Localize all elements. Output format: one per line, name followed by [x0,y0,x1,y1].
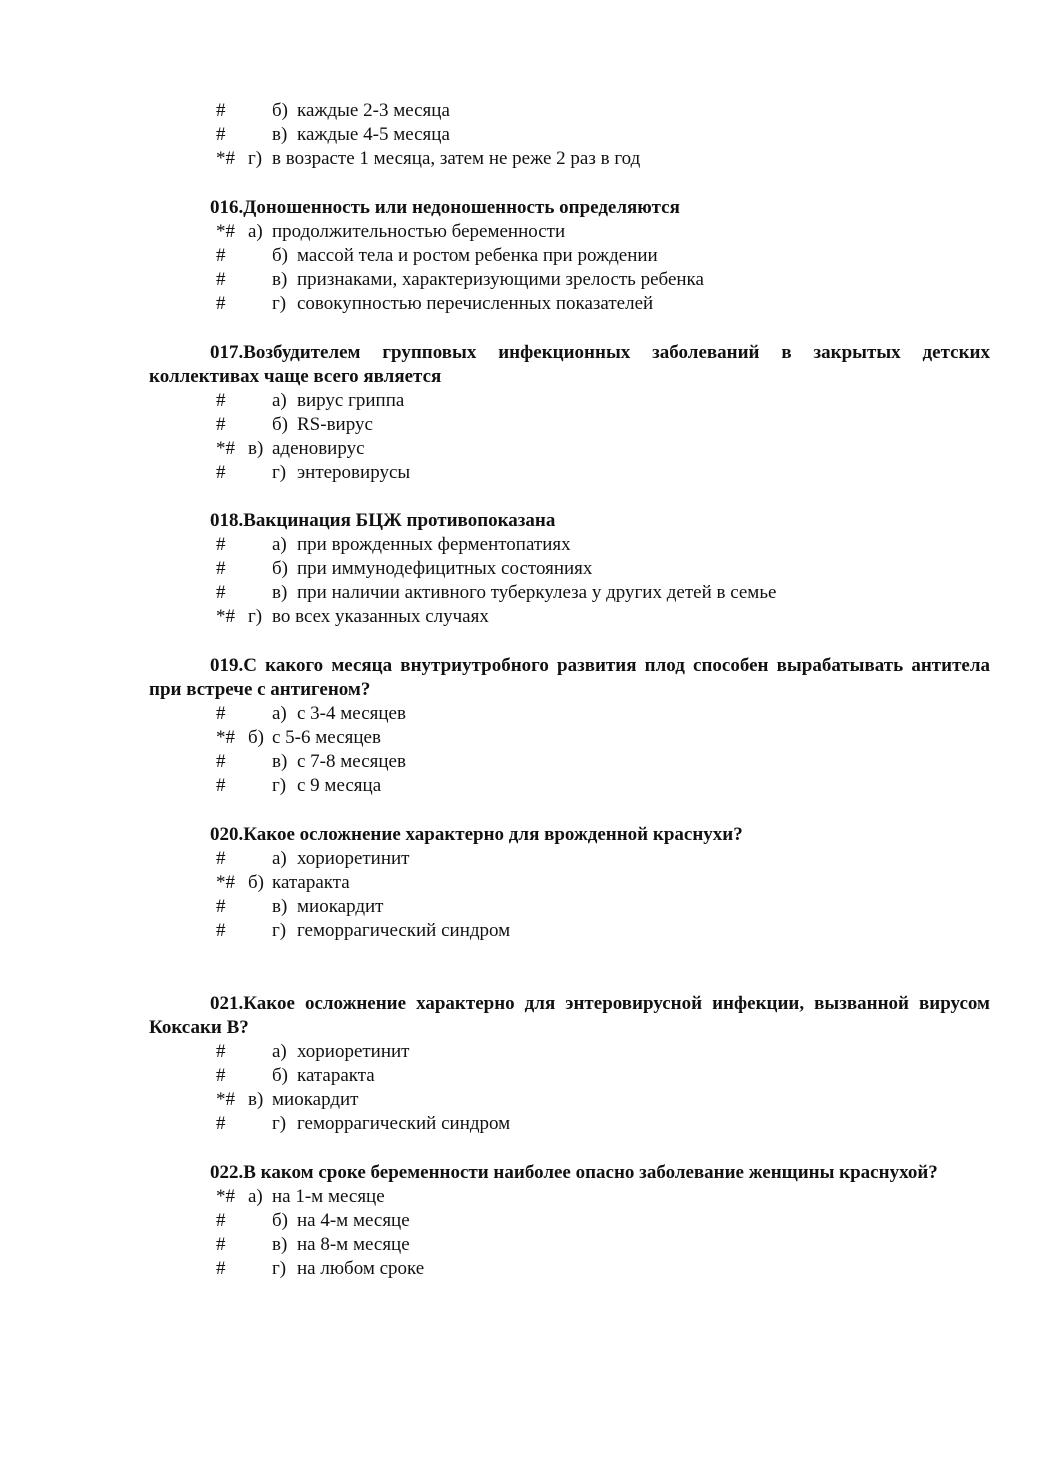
option-text: в возрасте 1 месяца, затем не реже 2 раз в год [272,148,641,169]
option-text: с 3-4 месяцев [297,703,406,724]
option-text: геморрагический синдром [297,1113,511,1134]
option-row [0,99,1039,123]
option-letter: в) [272,1234,288,1255]
option-letter: в) [248,438,264,459]
option-letter: б) [272,414,288,435]
option-text: при врожденных ферментопатиях [297,534,571,555]
option-letter: б) [248,872,264,893]
option-mark: # [216,1210,226,1231]
option-text: RS-вирус [297,414,373,435]
option-mark: *# [216,872,235,893]
option-letter: а) [248,221,263,242]
option-row [0,123,1039,147]
option-mark: # [216,1065,226,1086]
option-row-correct [0,147,1039,171]
option-letter: б) [272,1065,288,1086]
option-mark: *# [216,1186,235,1207]
question-022 [0,1161,1039,1281]
option-row [0,702,1039,726]
option-letter: а) [272,703,287,724]
option-text: на 8-м месяце [297,1234,410,1255]
option-row [0,244,1039,268]
option-row [0,847,1039,871]
option-text: катаракта [297,1065,375,1086]
option-text: признаками, характеризующими зрелость ребенка [297,269,704,290]
continued-options [0,99,1039,171]
option-mark: # [216,920,226,941]
option-letter: а) [248,1186,263,1207]
option-text: геморрагический синдром [297,920,511,941]
option-mark: # [216,124,226,145]
option-mark: *# [216,606,235,627]
option-letter: г) [272,920,287,941]
option-text: миокардит [297,896,384,917]
question-017 [0,341,1039,485]
option-letter: в) [272,582,288,603]
option-mark: # [216,558,226,579]
option-row [0,1040,1039,1064]
option-row [0,919,1039,943]
option-letter: в) [248,1089,264,1110]
option-row [0,895,1039,919]
option-mark: # [216,269,226,290]
question-018 [0,509,1039,629]
option-letter: г) [272,1258,287,1279]
question-title: 020.Какое осложнение характерно для врожденной краснухи? [210,824,743,845]
option-mark: *# [216,1089,235,1110]
option-mark: # [216,462,226,483]
option-letter: г) [272,775,287,796]
question-title: 018.Вакцинация БЦЖ противопоказана [210,510,556,531]
option-mark: # [216,1041,226,1062]
option-mark: # [216,293,226,314]
option-mark: # [216,582,226,603]
option-row-correct [0,871,1039,895]
option-letter: а) [272,390,287,411]
option-letter: а) [272,848,287,869]
option-mark: # [216,245,226,266]
question-019 [0,654,1039,798]
question-title: 016.Доношенность или недоношенность определяются [210,197,680,218]
option-text: хориоретинит [297,1041,410,1062]
option-letter: в) [272,269,288,290]
option-letter: а) [272,1041,287,1062]
option-text: миокардит [272,1089,359,1110]
option-text: катаракта [272,872,350,893]
option-row [0,533,1039,557]
option-mark: *# [216,221,235,242]
option-text: на любом сроке [297,1258,425,1279]
option-letter: а) [272,534,287,555]
option-row [0,1233,1039,1257]
option-mark: # [216,390,226,411]
option-letter: г) [272,462,287,483]
option-text: с 7-8 месяцев [297,751,406,772]
option-letter: б) [248,727,264,748]
option-text: при иммунодефицитных состояниях [297,558,593,579]
option-mark: # [216,896,226,917]
option-letter: в) [272,751,288,772]
option-row [0,1112,1039,1136]
option-mark: # [216,414,226,435]
option-row-correct [0,605,1039,629]
option-row [0,268,1039,292]
option-letter: в) [272,124,288,145]
option-text: с 5-6 месяцев [272,727,381,748]
option-mark: # [216,1258,226,1279]
option-text: совокупностью перечисленных показателей [297,293,654,314]
question-016 [0,196,1039,316]
option-text: во всех указанных случаях [272,606,489,627]
option-row-correct [0,726,1039,750]
option-text: энтеровирусы [297,462,411,483]
option-letter: в) [272,896,288,917]
option-row [0,292,1039,316]
option-mark: # [216,703,226,724]
option-row [0,1209,1039,1233]
option-text: с 9 месяца [297,775,382,796]
question-021 [0,992,1039,1136]
option-row [0,581,1039,605]
option-text: на 1-м месяце [272,1186,385,1207]
option-text: вирус гриппа [297,390,405,411]
option-text: каждые 2-3 месяца [297,100,450,121]
option-letter: г) [248,606,263,627]
option-row [0,750,1039,774]
option-mark: *# [216,727,235,748]
option-mark: # [216,848,226,869]
option-mark: # [216,534,226,555]
option-row [0,557,1039,581]
option-mark: # [216,775,226,796]
question-title: 019.С какого месяца внутриутробного развития плод способен вырабатывать антитела при встрече с антигеном? [149,655,990,700]
option-row-correct [0,1185,1039,1209]
question-title: 022.В каком сроке беременности наиболее опасно заболевание женщины краснухой? [210,1162,938,1183]
option-text: продолжительностью беременности [272,221,566,242]
option-letter: б) [272,100,288,121]
option-row-correct [0,437,1039,461]
option-mark: *# [216,438,235,459]
question-020 [0,823,1039,943]
option-mark: *# [216,148,235,169]
option-mark: # [216,751,226,772]
option-text: на 4-м месяце [297,1210,410,1231]
option-row-correct [0,220,1039,244]
question-title: 017.Возбудителем групповых инфекционных заболеваний в закрытых детских коллективах чаще всего является [149,342,990,387]
option-letter: г) [272,293,287,314]
option-row [0,1257,1039,1281]
option-text: аденовирус [272,438,365,459]
option-mark: # [216,1234,226,1255]
option-letter: г) [248,148,263,169]
option-text: каждые 4-5 месяца [297,124,450,145]
option-letter: б) [272,1210,288,1231]
option-row [0,413,1039,437]
option-text: хориоретинит [297,848,410,869]
option-mark: # [216,100,226,121]
option-row [0,1064,1039,1088]
option-letter: б) [272,245,288,266]
option-row [0,461,1039,485]
option-letter: б) [272,558,288,579]
option-text: массой тела и ростом ребенка при рождении [297,245,658,266]
option-mark: # [216,1113,226,1134]
option-text: при наличии активного туберкулеза у других детей в семье [297,582,777,603]
question-title: 021.Какое осложнение характерно для энтеровирусной инфекции, вызванной вирусом Коксаки В? [149,993,990,1038]
option-row-correct [0,1088,1039,1112]
option-row [0,774,1039,798]
option-row [0,389,1039,413]
option-letter: г) [272,1113,287,1134]
